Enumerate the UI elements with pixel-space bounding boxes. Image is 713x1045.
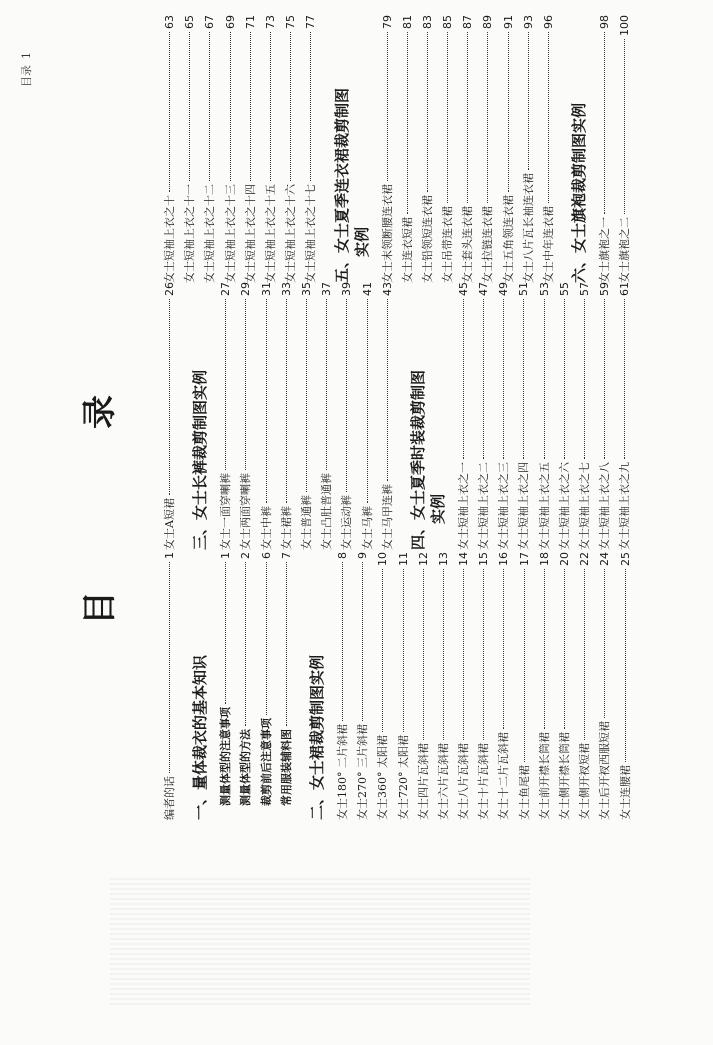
toc-entry[interactable] [236, 552, 256, 820]
dot-leader [169, 562, 170, 773]
toc-entry-title: 女士末领断腰连衣裙 [380, 184, 394, 283]
dot-leader [266, 299, 267, 503]
page-title [72, 395, 121, 625]
dot-leader [266, 562, 267, 715]
toc-entry-title: 女士180° 二片斜裙 [335, 724, 349, 820]
dot-leader [544, 299, 545, 459]
toc-entry-title: 女士短袖上衣之九 [618, 462, 632, 550]
toc-entry[interactable] [595, 282, 615, 550]
toc-entry-title: 女士短袖上衣之十五 [263, 184, 277, 283]
toc-entry-title: 女士A短裙 [163, 498, 176, 550]
dot-leader [387, 299, 388, 481]
toc-entry-title: 女士运动裤 [340, 495, 354, 550]
toc-entry-title: 女士720° 太阳裙 [396, 735, 410, 820]
toc-entry-title: 女士短袖上衣之十一 [183, 184, 197, 283]
toc-entry-page: 91 [501, 15, 515, 29]
toc-entry-title: 裁剪前后注意事项 [259, 718, 273, 806]
dot-leader [584, 569, 585, 740]
toc-entry-page: 53 [537, 282, 551, 296]
toc-entry[interactable] [478, 15, 498, 283]
dot-leader [443, 569, 444, 740]
dot-leader [503, 569, 504, 729]
toc-entry-page: 87 [461, 15, 475, 29]
toc-entry-page: 29 [239, 282, 253, 296]
toc-entry[interactable] [514, 282, 534, 550]
dot-leader [245, 299, 246, 470]
section-heading-text: 五、女士夏季连衣裙裁剪制图 [332, 87, 351, 283]
toc-entry-page: 22 [578, 552, 592, 566]
toc-entry-page: 16 [497, 552, 511, 566]
toc-entry-title: 女士短袖上衣之十六 [284, 184, 298, 283]
toc-entry-page: 41 [360, 282, 374, 296]
toc-column-2 [160, 282, 636, 550]
toc-entry-title: 女士凸肚普通裤 [320, 473, 334, 550]
section-heading-continuation: 实例 [352, 226, 371, 257]
toc-entry-title: 测量体型的注意事项 [219, 707, 233, 806]
toc-entry[interactable] [394, 552, 414, 820]
toc-entry-title: 女士360° 太阳裙 [376, 735, 390, 820]
toc-entry-page: 65 [183, 15, 197, 29]
dot-leader [604, 569, 605, 718]
toc-entry-title: 女士一面穿喇裤 [219, 473, 233, 550]
header-label: 目录 [20, 65, 33, 87]
toc-entry[interactable] [297, 282, 317, 550]
toc-entry-page: 24 [598, 552, 612, 566]
toc-entry[interactable] [615, 282, 635, 550]
toc-entry-title: 女士八片瓦长袖连衣裙 [521, 173, 535, 283]
toc-entry[interactable] [535, 552, 555, 820]
dot-leader [169, 299, 170, 495]
dot-leader [346, 299, 347, 492]
toc-entry[interactable] [494, 552, 514, 820]
dot-leader [225, 299, 226, 470]
dot-leader [326, 299, 327, 470]
toc-entry-title: 女士吊带连衣裙 [441, 206, 455, 283]
toc-entry-page: 61 [618, 282, 632, 296]
dot-leader [189, 32, 190, 181]
toc-entry-page: 96 [542, 15, 555, 29]
toc-entry-page: 17 [517, 552, 531, 566]
dot-leader [270, 32, 271, 181]
dot-leader [625, 569, 626, 762]
toc-column-1 [160, 552, 636, 820]
toc-entry[interactable] [358, 282, 378, 550]
dot-leader [604, 32, 605, 214]
toc-entry-page: 73 [263, 15, 277, 29]
title-char-2: 录 [80, 395, 120, 429]
toc-entry-page: 69 [223, 15, 237, 29]
dot-leader [584, 299, 585, 459]
toc-entry-page: 81 [400, 15, 414, 29]
toc-entry-title: 女士四片瓦斜裙 [416, 743, 430, 820]
dot-leader [225, 562, 226, 704]
toc-entry[interactable] [160, 15, 180, 283]
dot-leader [508, 32, 509, 192]
toc-entry[interactable] [575, 552, 595, 820]
toc-entry[interactable] [257, 282, 277, 550]
dot-leader [463, 569, 464, 740]
toc-entry-title: 女士裙裤 [279, 506, 293, 550]
toc-entry-title: 女士中裤 [259, 506, 273, 550]
toc-entry-title: 女士短袖上衣之四 [517, 462, 531, 550]
toc-entry-title: 女士马裤 [360, 506, 374, 550]
toc-entry[interactable] [200, 15, 220, 283]
toc-entry-page: 13 [436, 552, 450, 566]
dot-leader [230, 32, 231, 181]
toc-entry[interactable] [555, 282, 575, 550]
toc-entry-title: 女士十片瓦斜裙 [477, 743, 491, 820]
toc-entry-title: 编者的话 [163, 776, 176, 820]
toc-column-3 [160, 15, 636, 283]
dot-leader [245, 562, 246, 726]
dot-leader [169, 32, 170, 192]
toc-entry[interactable] [160, 552, 180, 820]
toc-entry-page: 63 [163, 15, 176, 29]
toc-entry-page: 1 [219, 552, 233, 559]
dot-leader [483, 569, 484, 740]
toc-entry-page: 2 [239, 552, 253, 559]
toc-entry[interactable] [378, 15, 398, 283]
toc-entry-title: 女士短袖上衣之十 [163, 195, 176, 283]
toc-entry[interactable] [438, 15, 458, 283]
toc-entry-title: 女士侧开衩短裙 [578, 743, 592, 820]
toc-entry[interactable] [515, 552, 535, 820]
toc-entry-page: 27 [219, 282, 233, 296]
dot-leader [209, 32, 210, 181]
toc-entry[interactable] [539, 15, 559, 283]
toc-entry-page: 89 [481, 15, 495, 29]
toc-entry-title: 女士连腰裙 [618, 765, 632, 820]
section-heading [190, 552, 210, 820]
dot-leader [624, 39, 625, 214]
toc-entry-page: 9 [356, 552, 370, 559]
toc-entry-page: 8 [335, 552, 349, 559]
section-heading [569, 15, 589, 283]
toc-entry[interactable] [474, 282, 494, 550]
toc-entry-title: 女士短袖上衣之七 [578, 462, 591, 550]
toc-entry[interactable] [378, 282, 398, 550]
toc-entry-title: 女士连衣短裙 [400, 217, 414, 283]
section-heading-text: 三、女士长裤裁剪制图实例 [191, 369, 210, 550]
dot-leader [604, 299, 605, 459]
section-heading [307, 552, 327, 820]
section-heading-text: 二、女士裙裁剪制图实例 [307, 654, 326, 820]
section-heading-text: 一、量体裁衣的基本知识 [191, 654, 210, 820]
toc-entry-page: 20 [558, 552, 571, 566]
dot-leader [382, 569, 383, 732]
toc-entry-page: 49 [497, 282, 511, 296]
toc-entry[interactable] [221, 15, 241, 283]
toc-entry[interactable] [458, 15, 478, 283]
toc-entry[interactable] [160, 282, 180, 550]
toc-entry[interactable] [418, 15, 438, 283]
toc-entry-title: 女士短袖上衣之二 [477, 462, 491, 550]
toc-entry-title: 女士前开襟长筒裙 [537, 732, 551, 820]
toc-entry-page: 83 [420, 15, 434, 29]
toc-entry-page: 33 [279, 282, 293, 296]
toc-entry-title: 女士八片瓦斜裙 [457, 743, 471, 820]
toc-entry[interactable] [281, 15, 301, 283]
dot-leader [564, 569, 565, 729]
dot-leader [487, 32, 488, 203]
dot-leader [483, 299, 484, 459]
dot-leader [427, 32, 428, 192]
toc-entry[interactable] [337, 282, 357, 550]
toc-entry-title: 女士短袖上衣之三 [497, 462, 511, 550]
toc-entry-page: 14 [457, 552, 471, 566]
dot-leader [624, 299, 625, 459]
toc-entry[interactable] [301, 15, 321, 283]
toc-entry[interactable] [236, 282, 256, 550]
toc-entry-page: 67 [203, 15, 217, 29]
dot-leader [342, 562, 343, 721]
toc-entry[interactable] [317, 282, 337, 550]
header-page-number: 1 [20, 52, 33, 59]
toc-entry-title: 女士旗袍之一 [598, 217, 612, 283]
toc-entry-page: 93 [521, 15, 535, 29]
toc-entry-title: 女士短袖上衣之十三 [223, 184, 237, 283]
toc-entry-page: 25 [618, 552, 632, 566]
toc-entry[interactable] [414, 552, 434, 820]
toc-entry[interactable] [595, 552, 615, 820]
toc-entry-title: 常用服装辅料图 [279, 729, 293, 806]
toc-entry-title: 女士普通裤 [299, 495, 313, 550]
dot-leader [503, 299, 504, 459]
toc-entry[interactable] [434, 552, 454, 820]
running-header [18, 52, 34, 87]
toc-entry[interactable] [575, 282, 595, 550]
toc-entry[interactable] [519, 15, 539, 283]
toc-entry-page: 77 [304, 15, 318, 29]
toc-entry-title: 女士十二片瓦斜裙 [497, 732, 511, 820]
toc-entry[interactable] [180, 15, 200, 283]
toc-entry-title: 女士套头连衣裙 [461, 206, 475, 283]
toc-entry-page: 55 [557, 282, 571, 296]
toc-entry-page: 43 [380, 282, 394, 296]
toc-entry[interactable] [373, 552, 393, 820]
toc-entry-title: 女士拉链连衣裙 [481, 206, 495, 283]
section-heading [190, 282, 210, 550]
section-heading-text: 六、女士旗袍裁剪制图实例 [570, 102, 589, 283]
dot-leader [423, 569, 424, 740]
dot-leader [367, 299, 368, 503]
toc-entry-page: 7 [279, 552, 293, 559]
dot-leader [290, 32, 291, 181]
toc-entry[interactable] [277, 282, 297, 550]
dot-leader [548, 32, 549, 203]
toc-entry[interactable] [454, 282, 474, 550]
toc-entry-title: 女士鱼尾裙 [517, 765, 531, 820]
toc-entry-page: 12 [416, 552, 430, 566]
toc-entry-page: 1 [163, 552, 176, 559]
toc-entry-title: 女士六片瓦斜裙 [436, 743, 450, 820]
toc-entry[interactable] [616, 552, 636, 820]
toc-entry[interactable] [494, 282, 514, 550]
dot-leader [447, 32, 448, 203]
dot-leader [524, 569, 525, 762]
toc-entry-title: 女士侧开襟长筒裙 [558, 732, 571, 820]
toc-entry[interactable] [595, 15, 615, 283]
toc-entry[interactable] [474, 552, 494, 820]
toc-entry[interactable] [277, 552, 297, 820]
toc-entry-page: 47 [477, 282, 491, 296]
toc-entry-title: 女士270° 三片斜裙 [356, 724, 370, 820]
toc-entry-title: 女士两面穿喇裤 [239, 473, 253, 550]
section-heading [332, 15, 372, 283]
toc-entry[interactable] [454, 552, 474, 820]
toc-entry[interactable] [257, 552, 277, 820]
toc-entry-page: 37 [320, 282, 334, 296]
section-heading-text: 四、女士夏季时装裁剪制图 [408, 369, 427, 550]
toc-entry-page: 11 [396, 552, 410, 566]
toc-entry-page: 57 [578, 282, 591, 296]
toc-entry-title: 女士铅领短连衣裙 [420, 195, 434, 283]
dot-leader [250, 32, 251, 181]
toc-entry[interactable] [333, 552, 353, 820]
toc-entry-page: 10 [376, 552, 390, 566]
toc-entry[interactable] [216, 282, 236, 550]
toc-entry-page: 51 [517, 282, 531, 296]
toc-entry-page: 59 [598, 282, 612, 296]
dot-leader [286, 562, 287, 726]
toc-entry-title: 测量体型的方法 [239, 729, 253, 806]
section-heading-continuation: 实例 [428, 493, 447, 524]
toc-entry-page: 75 [284, 15, 298, 29]
toc-entry-page: 31 [259, 282, 273, 296]
toc-entry-page: 26 [163, 282, 176, 296]
toc-entry-page: 15 [477, 552, 491, 566]
toc-entry-title: 女士后开衩西服短裙 [598, 721, 612, 820]
toc-entry-title: 女士短袖上衣之十七 [304, 184, 318, 283]
section-heading [408, 282, 448, 550]
dot-leader [544, 569, 545, 729]
dot-leader [286, 299, 287, 503]
toc-entry[interactable] [353, 552, 373, 820]
toc-entry-page: 85 [441, 15, 455, 29]
dot-leader [463, 299, 464, 459]
toc-entry[interactable] [261, 15, 281, 283]
dot-leader [306, 299, 307, 492]
toc-entry-page: 45 [456, 282, 470, 296]
dot-leader [387, 32, 388, 181]
toc-entry-page: 71 [243, 15, 257, 29]
toc-entry-page: 39 [340, 282, 354, 296]
toc-entry-title: 女士马甲连裤 [380, 484, 394, 550]
toc-entry-page: 35 [299, 282, 313, 296]
dot-leader [403, 569, 404, 732]
scan-smudge [110, 875, 530, 1005]
dot-leader [407, 32, 408, 214]
dot-leader [467, 32, 468, 203]
toc-entry[interactable] [535, 282, 555, 550]
toc-entry-page: 98 [598, 15, 612, 29]
toc-entry[interactable] [398, 15, 418, 283]
toc-entry[interactable] [241, 15, 261, 283]
dot-leader [523, 299, 524, 459]
toc-entry-title: 女士短袖上衣之五 [537, 462, 551, 550]
toc-entry-page: 6 [259, 552, 273, 559]
dot-leader [310, 32, 311, 181]
toc-entry-title: 女士中年连衣裙 [542, 206, 555, 283]
toc-entry[interactable] [615, 15, 635, 283]
dot-leader [362, 562, 363, 721]
toc-entry[interactable] [499, 15, 519, 283]
toc-entry-page: 18 [537, 552, 551, 566]
toc-entry-title: 女士短袖上衣之十四 [243, 184, 257, 283]
title-char-1: 目 [80, 591, 120, 625]
dot-leader [528, 32, 529, 170]
toc-entry[interactable] [555, 552, 575, 820]
toc-entry-page: 100 [618, 15, 632, 36]
toc-entry-title: 女士旗袍之二 [618, 217, 632, 283]
toc-entry-title: 女士短袖上衣之八 [598, 462, 612, 550]
toc-entry-title: 女士短袖上衣之一 [456, 462, 470, 550]
toc-entry-title: 女士五角领连衣裙 [501, 195, 515, 283]
toc-entry-page: 79 [380, 15, 394, 29]
toc-entry-title: 女士短袖上衣之十二 [203, 184, 217, 283]
toc-entry[interactable] [216, 552, 236, 820]
toc-entry-title: 女士短袖上衣之六 [557, 462, 571, 550]
dot-leader [564, 299, 565, 459]
